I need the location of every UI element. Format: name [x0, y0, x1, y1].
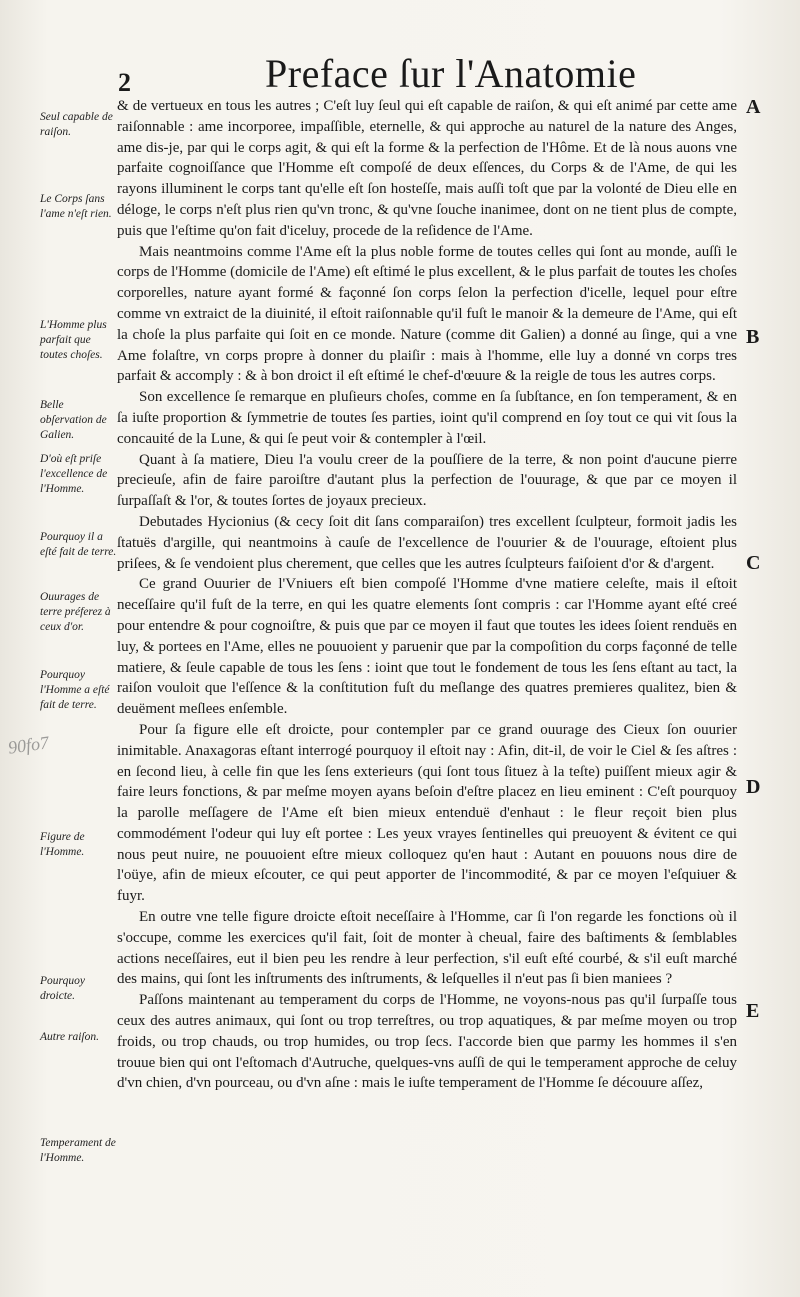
- section-letter-e: E: [746, 1000, 760, 1022]
- paragraph: Mais neantmoins comme l'Ame eſt la plus noble forme de toutes celles qui ſont au monde, auſſi le corps de l'Homme (domicile de l'Ame) eſt eſtimé le plus excellent, & le plus parfait de toutes les choſes corporelles, nature ayant formé & façonné ſon corps ſelon la perfection d'icelle, lequel pour eſtre comme vn extraict de la diuinité, il eſtoit raiſonnable qu'il fuſt le manoir & la demeure de l'Ame, qui eſt la choſe la plus parfaite qui ſoit en ce monde. Nature (comme dit Galien) a donné au ſinge, qui a vne Ame folaſtre, vn corps propre à donner du plaiſir : mais à l'homme, elle luy a donné vn corps tres parfait & accomply : & à bon droict il eſt eſtimé le chef-d'œuure & la reigle de tous les autres corps.: [117, 243, 737, 385]
- margin-note: D'où eſt priſe l'excellence de l'Homme.: [40, 453, 108, 495]
- margin-note: Ouurages de terre préferez à ceux d'or.: [40, 591, 111, 633]
- margin-note: Pourquoy l'Homme a eſté fait de terre.: [40, 669, 110, 711]
- section-letter-b: B: [746, 326, 760, 348]
- body-text: [117, 96, 737, 1094]
- page-number: 2: [118, 68, 131, 97]
- paragraph: Paſſons maintenant au temperament du corps de l'Homme, ne voyons-nous pas qu'il ſurpaſſe tous ceux des autres animaux, qui ſont ou trop terreſtres, ou trop aquatiques, & par meſme moyen ou trop froids, ou trop chauds, ou trop humides, ou trop ſecs. I'accorde bien que parmy les hommes il s'en trouue bien qui ont l'eſtomach d'Autruche, quelques-vns auſſi de qui le temperament approche de celuy d'vn chien, d'vn pourceau, ou d'vn aſne : mais le iuſte temperament de l'Homme ſe découure aſſez,: [117, 992, 737, 1092]
- paragraph: Debutades Hycionius (& cecy ſoit dit ſans comparaiſon) tres excellent ſculpteur, formoit jadis les ſtatuës d'argille, qui neantmoins à cauſe de l'excellence de l'ouurier & de l'ouurage, eſtoient plus priſees, & ſe vendoient plus cherement, que celles que les autres ſculpteurs faiſoient d'or & d'argent.: [117, 513, 737, 572]
- section-letter-a: A: [746, 96, 761, 118]
- paragraph: Pour ſa figure elle eſt droicte, pour contempler par ce grand ouurage des Cieux ſon ouurier inimitable. Anaxagoras eſtant interrogé pourquoy il eſtoit nay : Afin, dit-il, de voir le Ciel & ſes aſtres : en ſecond lieu, à celle fin que les ſens exterieurs (qui ſont tous ſituez à la teſte) puiſſent mieux agir & faire leurs fonctions, & par meſme moyen ayans beſoin d'eſtre placez en lieu eminent : C'eſt pourquoy la parolle meſſagere de l'Ame eſt bien mieux entenduë d'enhaut : le fleur reçoit bien plus commodément l'odeur qui luy eſt portee : Les yeux vrayes ſentinelles qui preuoyent & évitent ce qui nous peut nuire, ne pouuoient eſtre mieux colloquez qu'en haut : Autant en pouuons nous dire de l'oüye, afin de mieux eſcouter, ce qui peut apporter de l'incommodité, & par ce moyen l'eſquiuer & fuyr.: [117, 721, 737, 905]
- paragraph: En outre vne telle figure droicte eſtoit neceſſaire à l'Homme, car ſi l'on regarde les fonctions où il s'occupe, comme les exercices qu'il fait, ſoit de monter à cheual, faire des baſtiments & ſemblables actions neceſſaires, eut il bien peu les rendre à leur perfection, s'il euſt eſté courbé, & s'il euſt marché des mains, qui ſont les inſtruments des inſtruments, & leſquelles il n'eut pas ſi bien maniees ?: [117, 909, 737, 988]
- margin-note: Pourquoy droicte.: [40, 975, 85, 1002]
- section-letter-d: D: [746, 776, 761, 798]
- paragraph: & de vertueux en tous les autres ; C'eſt luy ſeul qui eſt capable de raiſon, & qui eſt animé par cette ame raiſonnable : ame incorporee, impaſſible, eternelle, & qui approche au naturel de la nature des Anges, ame dis-je, par qui le corps agit, & qui eſt la forme & la perfection de l'Hôme. Et de là nous auons vne parfaite cognoiſſance que l'Homme eſt compoſé de deux eſſences, du Corps & de l'Ame, de qui les rayons illuminent le corps tant qu'elle eſt ſon hosteſſe, mais auſſi toſt que par la volonté de Dieu elle en déloge, le corps n'eſt plus rien qu'vn tronc, & qu'vne ſouche inanimee, dont on ne tient plus de compte, puis que l'eſtime qu'on fait d'iceluy, procede de la reſidence de l'Ame.: [117, 98, 737, 239]
- running-title: Preface ſur l'Anatomie: [265, 51, 637, 96]
- paragraph: Quant à ſa matiere, Dieu l'a voulu creer de la pouſſiere de la terre, & non point d'aucune pierre precieuſe, afin de faire paroiſtre d'autant plus la perfection de l'ouurage, & que par ce moyen il ſurpaſſaſt & l'or, & toutes ſortes de joyaux precieux.: [117, 451, 737, 510]
- paragraph: Ce grand Ouurier de l'Vniuers eſt bien compoſé l'Homme d'vne matiere celeſte, mais il eſtoit neceſſaire qu'il fuſt de la terre, en qui les quatre elements ſont compris : car l'Homme ayant eſté creé pour entendre & pour cognoiſtre, & puis que par ce moyen il faut que toutes les idees ſoient renduës en luy, & portees en l'Ame, elles ne pouuoient y paruenir que par la compoſition du corps façonné de telle matiere, & ſeule capable de tous les ſens : ioint que tout le fondement de tous les ſens eſtant au tact, la raiſon vouloit que l'eſſence & la conſtitution fuſt du meſlange des quatres premieres qualitez, bien & deuëment meſlees enſemble.: [117, 576, 737, 718]
- margin-note: Figure de l'Homme.: [40, 831, 85, 858]
- margin-note: Autre raiſon.: [40, 1031, 99, 1043]
- margin-note: L'Homme plus parfait que toutes choſes.: [40, 319, 107, 361]
- section-letter-c: C: [746, 552, 761, 574]
- margin-note: Seul capable de raiſon.: [40, 111, 113, 138]
- margin-note: Pourquoy il a eſté fait de terre.: [40, 531, 117, 558]
- margin-notes: [40, 96, 118, 1276]
- paragraph: Son excellence ſe remarque en pluſieurs choſes, comme en ſa ſubſtance, en ſon temperament, & en ſa iuſte proportion & ſymmetrie de toutes ſes parties, ioint qu'il comprend en ſoy tout ce qui vit ſous la concauité de la Lune, & qui ſe peut voir & contempler à l'œil.: [117, 389, 737, 447]
- library-stamp: 90fo7: [6, 732, 51, 758]
- margin-note: Le Corps ſans l'ame n'eſt rien.: [40, 193, 112, 220]
- page-header: [0, 48, 800, 98]
- margin-note: Temperament de l'Homme.: [40, 1137, 116, 1164]
- margin-note: Belle obſervation de Galien.: [40, 399, 107, 441]
